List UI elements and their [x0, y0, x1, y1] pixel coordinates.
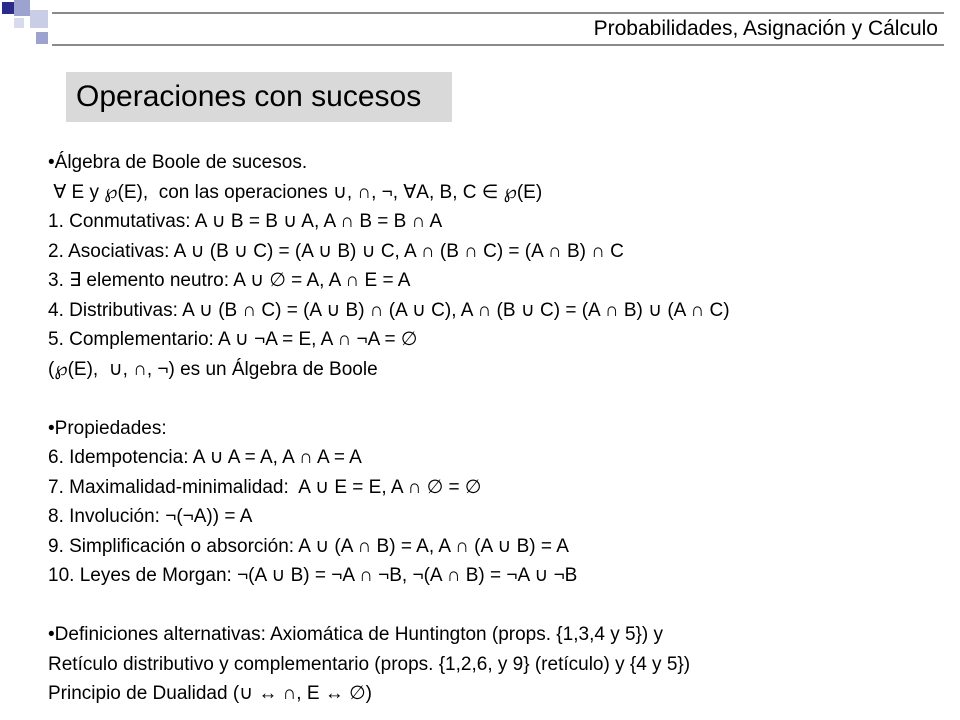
- text-line: (℘(E), ∪, ∩, ¬) es un Álgebra de Boole: [48, 358, 378, 380]
- header-title: Probabilidades, Asignación y Cálculo: [593, 17, 938, 40]
- text-line: 4. Distributivas: A ∪ (B ∩ C) = (A ∪ B) ∩ (A ∪ C), A ∩ (B ∪ C) = (A ∩ B) ∪ (A ∩ C): [48, 299, 730, 321]
- text-line: 9. Simplificación o absorción: A ∪ (A ∩ B) = A, A ∩ (A ∪ B) = A: [48, 535, 569, 557]
- text-line: 7. Maximalidad-minimalidad: A ∪ E = E, A ∩ ∅ = ∅: [48, 476, 482, 498]
- definitions-block: [48, 620, 948, 709]
- decor-square: [36, 32, 48, 44]
- text-line: 6. Idempotencia: A ∪ A = A, A ∩ A = A: [48, 447, 362, 468]
- decor-square: [30, 10, 48, 28]
- spacer: [48, 591, 948, 621]
- text-line: 3. ∃ elemento neutro: A ∪ ∅ = A, A ∩ E = A: [48, 270, 411, 291]
- boole-algebra-block: [48, 148, 948, 384]
- text-line: 2. Asociativas: A ∪ (B ∪ C) = (A ∪ B) ∪ C, A ∩ (B ∩ C) = (A ∩ B) ∩ C: [48, 240, 624, 262]
- header-rule-top: [52, 12, 944, 14]
- spacer: [48, 384, 948, 414]
- text-line: 5. Complementario: A ∪ ¬A = E, A ∩ ¬A = ∅: [48, 329, 418, 350]
- text-line: 8. Involución: ¬(¬A)) = A: [48, 506, 253, 527]
- section-title: Operaciones con sucesos: [76, 80, 422, 113]
- text-line: Principio de Dualidad (∪ ↔ ∩, E ↔ ∅): [48, 683, 372, 704]
- decor-square: [14, 18, 24, 28]
- text-line: 1. Conmutativas: A ∪ B = B ∪ A, A ∩ B = B ∩ A: [48, 211, 443, 232]
- text-line: •Álgebra de Boole de sucesos.: [48, 152, 308, 173]
- text-line: 10. Leyes de Morgan: ¬(A ∪ B) = ¬A ∩ ¬B, ¬(A ∩ B) = ¬A ∪ ¬B: [48, 565, 578, 586]
- text-line: •Propiedades:: [48, 417, 167, 439]
- decor-square: [14, 0, 30, 16]
- decor-square: [2, 2, 14, 14]
- text-line: •Definiciones alternativas: Axiomática de Huntington (props. {1,3,4 y 5}) y: [48, 624, 663, 645]
- header-rule-bottom: [52, 44, 944, 46]
- slide-body: [48, 148, 948, 709]
- text-line: Retículo distributivo y complementario (props. {1,2,6, y 9} (retículo) y {4 y 5}): [48, 653, 691, 675]
- properties-block: [48, 414, 948, 591]
- text-line: ∀ E y ℘(E), con las operaciones ∪, ∩, ¬, ∀A, B, C ∈ ℘(E): [48, 181, 543, 203]
